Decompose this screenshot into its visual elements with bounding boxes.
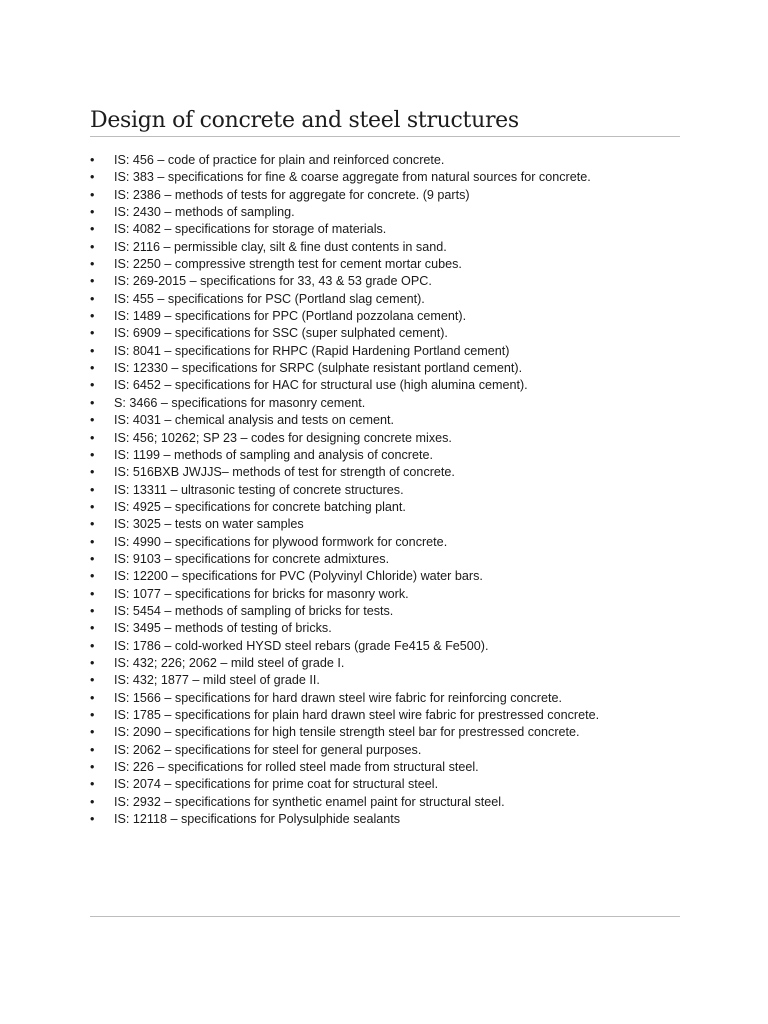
bullet-icon: • — [90, 291, 95, 306]
bullet-icon: • — [90, 534, 95, 549]
list-item — [90, 221, 690, 238]
list-item-text: IS: 2932 – specifications for synthetic enamel paint for structural steel. — [114, 794, 505, 809]
list-item — [90, 447, 690, 464]
bullet-icon: • — [90, 760, 95, 775]
bullet-icon: • — [90, 638, 95, 653]
page-title: Design of concrete and steel structures — [90, 108, 519, 133]
list-item-text: IS: 13311 – ultrasonic testing of concrete structures. — [114, 482, 404, 497]
list-item — [90, 586, 690, 603]
list-item — [90, 169, 690, 186]
list-item — [90, 325, 690, 342]
list-item-text: IS: 2250 – compressive strength test for cement mortar cubes. — [114, 257, 462, 272]
list-item-text: IS: 4082 – specifications for storage of materials. — [114, 222, 387, 237]
title-divider — [90, 136, 680, 137]
bullet-icon: • — [90, 309, 95, 324]
bullet-icon: • — [90, 586, 95, 601]
list-item-text: IS: 1199 – methods of sampling and analysis of concrete. — [114, 447, 433, 462]
list-item-text: IS: 1786 – cold-worked HYSD steel rebars (grade Fe415 & Fe500). — [114, 638, 489, 653]
bullet-icon: • — [90, 274, 95, 289]
list-item-text: IS: 12200 – specifications for PVC (Polyvinyl Chloride) water bars. — [114, 569, 483, 584]
list-item-text: IS: 2062 – specifications for steel for general purposes. — [114, 742, 422, 757]
list-item-text: IS: 2386 – methods of tests for aggregate for concrete. (9 parts) — [114, 187, 470, 202]
list-item — [90, 707, 690, 724]
bullet-icon: • — [90, 655, 95, 670]
list-item — [90, 291, 690, 308]
bullet-icon: • — [90, 378, 95, 393]
bullet-icon: • — [90, 361, 95, 376]
list-item-text: S: 3466 – specifications for masonry cement. — [114, 395, 366, 410]
bullet-icon: • — [90, 153, 95, 167]
list-item — [90, 742, 690, 759]
list-item-text: IS: 2116 – permissible clay, silt & fine dust contents in sand. — [114, 239, 447, 254]
list-item-text: IS: 432; 1877 – mild steel of grade II. — [114, 673, 320, 688]
standards-list — [90, 152, 690, 828]
list-item-text: IS: 8041 – specifications for RHPC (Rapid Hardening Portland cement) — [114, 343, 510, 358]
list-item-text: IS: 9103 – specifications for concrete admixtures. — [114, 551, 390, 566]
list-item-text: IS: 269-2015 – specifications for 33, 43 & 53 grade OPC. — [114, 274, 432, 289]
bullet-icon: • — [90, 326, 95, 341]
bullet-icon: • — [90, 413, 95, 428]
list-item — [90, 776, 690, 793]
list-item — [90, 187, 690, 204]
list-item-text: IS: 455 – specifications for PSC (Portland slag cement). — [114, 291, 425, 306]
bullet-icon: • — [90, 708, 95, 722]
list-item-text: IS: 226 – specifications for rolled steel made from structural steel. — [114, 760, 479, 775]
list-item-text: IS: 3025 – tests on water samples — [114, 517, 304, 532]
list-item — [90, 273, 690, 290]
bullet-icon: • — [90, 430, 95, 445]
list-item-text: IS: 456; 10262; SP 23 – codes for designing concrete mixes. — [114, 430, 452, 445]
bullet-icon: • — [90, 482, 95, 497]
bullet-icon: • — [90, 170, 95, 185]
bullet-icon: • — [90, 205, 95, 220]
list-item-text: IS: 6452 – specifications for HAC for structural use (high alumina cement). — [114, 378, 528, 393]
bullet-icon: • — [90, 742, 95, 757]
list-item-text: IS: 516BXB JWJJS– methods of test for strength of concrete. — [114, 465, 455, 480]
list-item — [90, 152, 690, 169]
bullet-icon: • — [90, 239, 95, 254]
list-item — [90, 534, 690, 551]
list-item-text: IS: 5454 – methods of sampling of bricks for tests. — [114, 603, 394, 618]
bullet-icon: • — [90, 222, 95, 237]
list-item-text: IS: 2430 – methods of sampling. — [114, 205, 295, 220]
list-item — [90, 690, 690, 707]
list-item — [90, 620, 690, 637]
bullet-icon: • — [90, 777, 95, 792]
list-item — [90, 499, 690, 516]
list-item-text: IS: 12330 – specifications for SRPC (sulphate resistant portland cement). — [114, 361, 523, 376]
bullet-icon: • — [90, 673, 95, 688]
footer-divider — [90, 916, 680, 917]
list-item — [90, 568, 690, 585]
bullet-icon: • — [90, 725, 95, 740]
bullet-icon: • — [90, 187, 95, 202]
list-item — [90, 672, 690, 689]
bullet-icon: • — [90, 499, 95, 514]
list-item-text: IS: 1077 – specifications for bricks for masonry work. — [114, 586, 409, 601]
list-item-text: IS: 1566 – specifications for hard drawn steel wire fabric for reinforcing concrete. — [114, 690, 562, 705]
list-item — [90, 308, 690, 325]
list-item-text: IS: 1489 – specifications for PPC (Portland pozzolana cement). — [114, 309, 467, 324]
list-item-text: IS: 456 – code of practice for plain and reinforced concrete. — [114, 153, 445, 167]
list-item-text: IS: 2090 – specifications for high tensile strength steel bar for prestressed concrete. — [114, 725, 580, 740]
bullet-icon: • — [90, 465, 95, 480]
list-item-text: IS: 12118 – specifications for Polysulphide sealants — [114, 812, 401, 827]
list-item — [90, 239, 690, 256]
list-item — [90, 256, 690, 273]
bullet-icon: • — [90, 690, 95, 705]
list-item — [90, 603, 690, 620]
list-item-text: IS: 2074 – specifications for prime coat for structural steel. — [114, 777, 439, 792]
list-item — [90, 204, 690, 221]
list-item-text: IS: 4925 – specifications for concrete batching plant. — [114, 499, 406, 514]
list-item-text: IS: 432; 226; 2062 – mild steel of grade I. — [114, 655, 345, 670]
bullet-icon: • — [90, 395, 95, 410]
bullet-icon: • — [90, 812, 95, 827]
bullet-icon: • — [90, 343, 95, 358]
bullet-icon: • — [90, 603, 95, 618]
list-item — [90, 343, 690, 360]
list-item — [90, 516, 690, 533]
bullet-icon: • — [90, 621, 95, 636]
bullet-icon: • — [90, 551, 95, 566]
list-item — [90, 482, 690, 499]
list-item — [90, 377, 690, 394]
list-item-text: IS: 6909 – specifications for SSC (super sulphated cement). — [114, 326, 448, 341]
list-item-text: IS: 1785 – specifications for plain hard drawn steel wire fabric for prestressed concrete. — [114, 708, 600, 722]
list-item — [90, 655, 690, 672]
list-item-text: IS: 4031 – chemical analysis and tests on cement. — [114, 413, 395, 428]
list-item — [90, 638, 690, 655]
list-item — [90, 724, 690, 741]
bullet-icon: • — [90, 257, 95, 272]
list-item-text: IS: 3495 – methods of testing of bricks. — [114, 621, 332, 636]
list-item-text: IS: 4990 – specifications for plywood formwork for concrete. — [114, 534, 448, 549]
list-item — [90, 430, 690, 447]
list-item — [90, 395, 690, 412]
bullet-icon: • — [90, 794, 95, 809]
bullet-icon: • — [90, 569, 95, 584]
list-item — [90, 811, 690, 828]
list-item — [90, 360, 690, 377]
list-item — [90, 464, 690, 481]
list-item — [90, 794, 690, 811]
list-item — [90, 759, 690, 776]
bullet-icon: • — [90, 447, 95, 462]
bullet-icon: • — [90, 517, 95, 532]
list-item — [90, 551, 690, 568]
list-item — [90, 412, 690, 429]
list-item-text: IS: 383 – specifications for fine & coarse aggregate from natural sources for concrete. — [114, 170, 591, 185]
